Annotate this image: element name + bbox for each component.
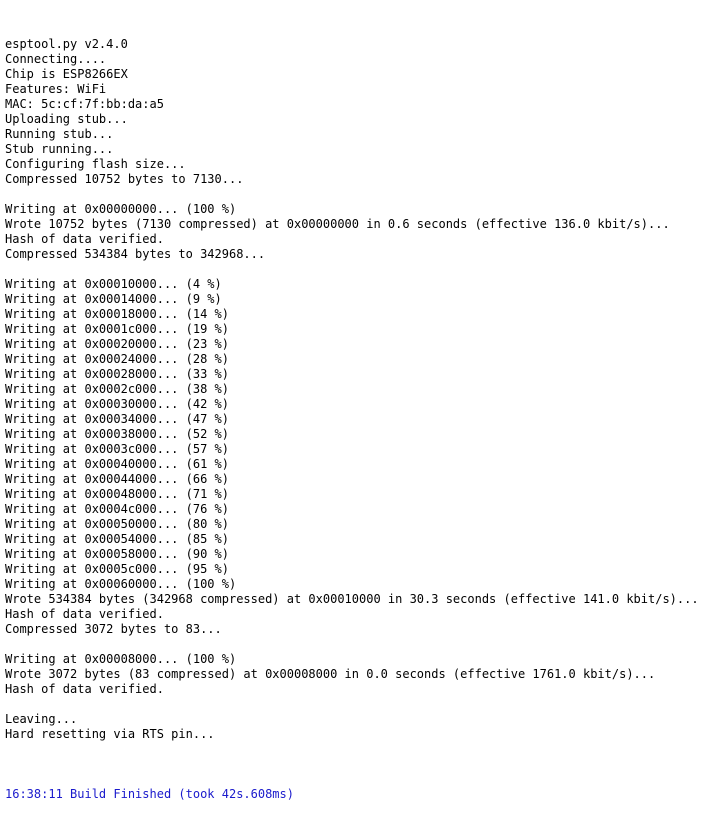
console-line: Writing at 0x00060000... (100 %) — [5, 577, 237, 591]
console-line: Writing at 0x00030000... (42 %) — [5, 397, 229, 411]
console-line: Compressed 10752 bytes to 7130... — [5, 172, 244, 186]
console-line: Hard resetting via RTS pin... — [5, 727, 215, 741]
console-line: Writing at 0x00038000... (52 %) — [5, 427, 229, 441]
console-line: Compressed 534384 bytes to 342968... — [5, 247, 266, 261]
console-line: Writing at 0x0004c000... (76 %) — [5, 502, 229, 516]
console-line: Wrote 534384 bytes (342968 compressed) at 0x00010000 in 30.3 seconds (effective 141.0 kbit/s)... — [5, 592, 699, 606]
console-line: Connecting.... — [5, 52, 107, 66]
build-output-console — [5, 0, 725, 817]
console-line: Writing at 0x00010000... (4 %) — [5, 277, 222, 291]
console-line: Writing at 0x00014000... (9 %) — [5, 292, 222, 306]
console-line: Hash of data verified. — [5, 682, 164, 696]
console-line: Writing at 0x00034000... (47 %) — [5, 412, 229, 426]
console-line: Writing at 0x00044000... (66 %) — [5, 472, 229, 486]
console-line: Writing at 0x00040000... (61 %) — [5, 457, 229, 471]
console-line: Writing at 0x00050000... (80 %) — [5, 517, 229, 531]
console-blank-line — [5, 742, 725, 757]
console-line: Writing at 0x00018000... (14 %) — [5, 307, 229, 321]
console-blank-line — [5, 22, 725, 37]
console-line: Writing at 0x0005c000... (95 %) — [5, 562, 229, 576]
console-line: Writing at 0x0003c000... (57 %) — [5, 442, 229, 456]
console-line: Wrote 10752 bytes (7130 compressed) at 0x00000000 in 0.6 seconds (effective 136.0 kbit/s)... — [5, 217, 670, 231]
console-line: Wrote 3072 bytes (83 compressed) at 0x00008000 in 0.0 seconds (effective 1761.0 kbit/s)... — [5, 667, 656, 681]
console-line: Chip is ESP8266EX — [5, 67, 128, 81]
console-line: Leaving... — [5, 712, 78, 726]
console-line: Running stub... — [5, 127, 114, 141]
console-blank-line — [5, 697, 725, 712]
console-line: Stub running... — [5, 142, 114, 156]
console-line: Writing at 0x00024000... (28 %) — [5, 352, 229, 366]
build-status-line: 16:38:11 Build Finished (took 42s.608ms) — [5, 787, 294, 801]
console-line: Compressed 3072 bytes to 83... — [5, 622, 222, 636]
console-line: Writing at 0x00058000... (90 %) — [5, 547, 229, 561]
console-line: Writing at 0x00008000... (100 %) — [5, 652, 237, 666]
console-line: Writing at 0x0002c000... (38 %) — [5, 382, 229, 396]
console-line: Hash of data verified. — [5, 232, 164, 246]
console-blank-line — [5, 187, 725, 202]
console-lines — [5, 22, 725, 757]
console-line: Writing at 0x00048000... (71 %) — [5, 487, 229, 501]
console-line: Uploading stub... — [5, 112, 128, 126]
console-line: Writing at 0x00028000... (33 %) — [5, 367, 229, 381]
console-line: esptool.py v2.4.0 — [5, 37, 128, 51]
console-line: Hash of data verified. — [5, 607, 164, 621]
console-line: Writing at 0x00054000... (85 %) — [5, 532, 229, 546]
console-line: Features: WiFi — [5, 82, 107, 96]
console-blank-line — [5, 262, 725, 277]
console-line: Writing at 0x00000000... (100 %) — [5, 202, 237, 216]
console-blank-line — [5, 637, 725, 652]
console-line: Configuring flash size... — [5, 157, 186, 171]
console-line: MAC: 5c:cf:7f:bb:da:a5 — [5, 97, 164, 111]
console-line: Writing at 0x0001c000... (19 %) — [5, 322, 229, 336]
console-line: Writing at 0x00020000... (23 %) — [5, 337, 229, 351]
